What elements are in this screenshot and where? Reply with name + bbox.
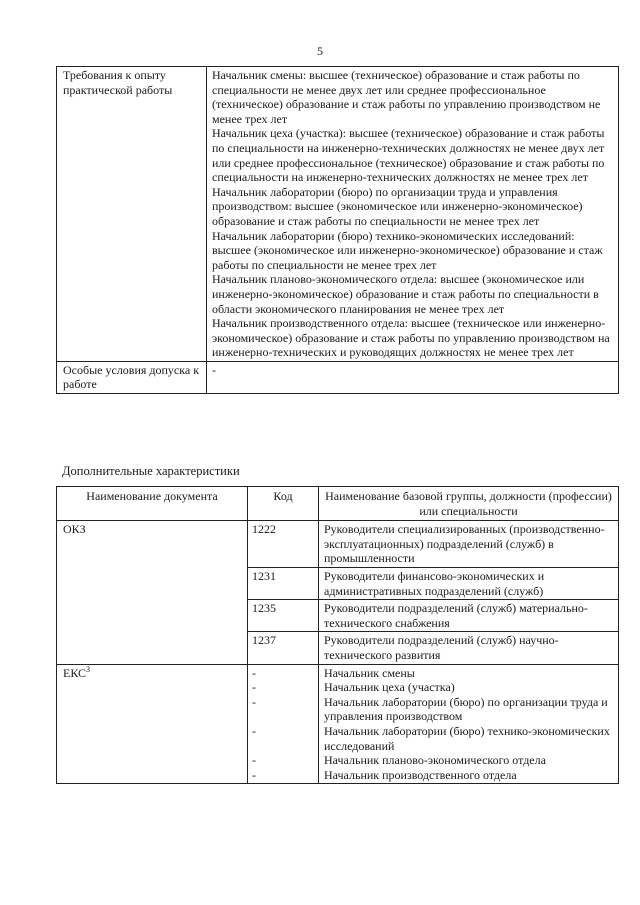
table-row	[57, 521, 619, 568]
table-header-row	[57, 487, 619, 521]
column-header-code: Код	[248, 487, 319, 521]
section-title: Дополнительные характеристики	[62, 464, 240, 478]
code-dash: -	[252, 680, 256, 695]
name-cell: Руководители специализированных (производственно-эксплуатационных) подразделений (служб) в промышленности	[319, 521, 619, 568]
column-header-name: Наименование базовой группы, должности (профессии) или специальности	[319, 487, 619, 521]
code-cell: 1237	[248, 632, 319, 664]
position-name: Начальник лаборатории (бюро) по организации труда и управления производством	[324, 694, 608, 724]
name-cell: Руководители подразделений (служб) материально-технического снабжения	[319, 600, 619, 632]
requirement-lab-labor-chief: Начальник лаборатории (бюро) по организации труда и управления производством: высшее (экономическое или инженерно-экономическое) образование и стаж работы по специальности не менее трех лет	[212, 184, 583, 228]
requirement-planning-chief: Начальник планово-экономического отдела: высшее (экономическое или инженерно-экономическое) образование и стаж работы по специальности в области экономического планирования не менее трех лет	[212, 272, 599, 316]
row-label: Особые условия допуска к работе	[57, 361, 207, 393]
requirement-shift-chief: Начальник смены: высшее (техническое) образование и стаж работы по специальности не менее двух лет или среднее профессиональное (техническое) образование и стаж работы по управлению производством не менее трех лет	[212, 68, 601, 126]
code-cell	[248, 664, 319, 784]
extra-characteristics-table	[56, 486, 619, 784]
table-row	[57, 67, 619, 362]
code-dash: -	[252, 694, 256, 709]
code-dash: -	[252, 767, 256, 782]
page-number: 5	[317, 44, 323, 58]
special-conditions-value: -	[212, 362, 216, 377]
name-cell: Руководители финансово-экономических и административных подразделений (служб)	[319, 567, 619, 599]
footnote-marker: 3	[86, 664, 91, 674]
document-eks	[57, 664, 248, 784]
requirement-production-chief: Начальник производственного отдела: высшее (техническое или инженерно-экономическое) образование и стаж работы по управлению производством на инженерно-технических и руководящих должностях не менее трех лет	[212, 316, 610, 360]
code-dash: -	[252, 753, 256, 768]
code-dash: -	[252, 665, 256, 680]
name-cell: Руководители подразделений (служб) научно-технического развития	[319, 632, 619, 664]
document-eks-label: ЕКС	[63, 665, 87, 680]
requirement-lab-research-chief: Начальник лаборатории (бюро) технико-экономических исследований: высшее (экономическое или инженерно-экономическое) образование и стаж работы по специальности не менее трех лет	[212, 228, 603, 272]
code-cell: 1235	[248, 600, 319, 632]
position-name: Начальник цеха (участка)	[324, 680, 455, 695]
position-name: Начальник производственного отдела	[324, 767, 517, 782]
row-label: Требования к опыту практической работы	[57, 67, 207, 362]
position-name: Начальник планово-экономического отдела	[324, 753, 546, 768]
code-dash-spacer	[252, 739, 314, 754]
requirement-shop-chief: Начальник цеха (участка): высшее (техническое) образование и стаж работы по специальности на инженерно-технических должностях не менее двух лет или среднее профессиональное (техническое) образование и стаж работы по специальности на инженерно-технических должностях не менее трех лет	[212, 126, 605, 185]
code-dash-spacer	[252, 709, 314, 724]
code-dash: -	[252, 723, 256, 738]
row-value	[207, 67, 619, 362]
code-cell: 1231	[248, 567, 319, 599]
column-header-document: Наименование документа	[57, 487, 248, 521]
requirements-table	[56, 66, 619, 394]
position-name: Начальник лаборатории (бюро) технико-экономических исследований	[324, 723, 610, 753]
row-value	[207, 361, 619, 393]
document-okz: ОКЗ	[57, 521, 248, 664]
table-row	[57, 361, 619, 393]
code-cell: 1222	[248, 521, 319, 568]
name-cell	[319, 664, 619, 784]
table-row	[57, 664, 619, 784]
position-name: Начальник смены	[324, 665, 415, 680]
